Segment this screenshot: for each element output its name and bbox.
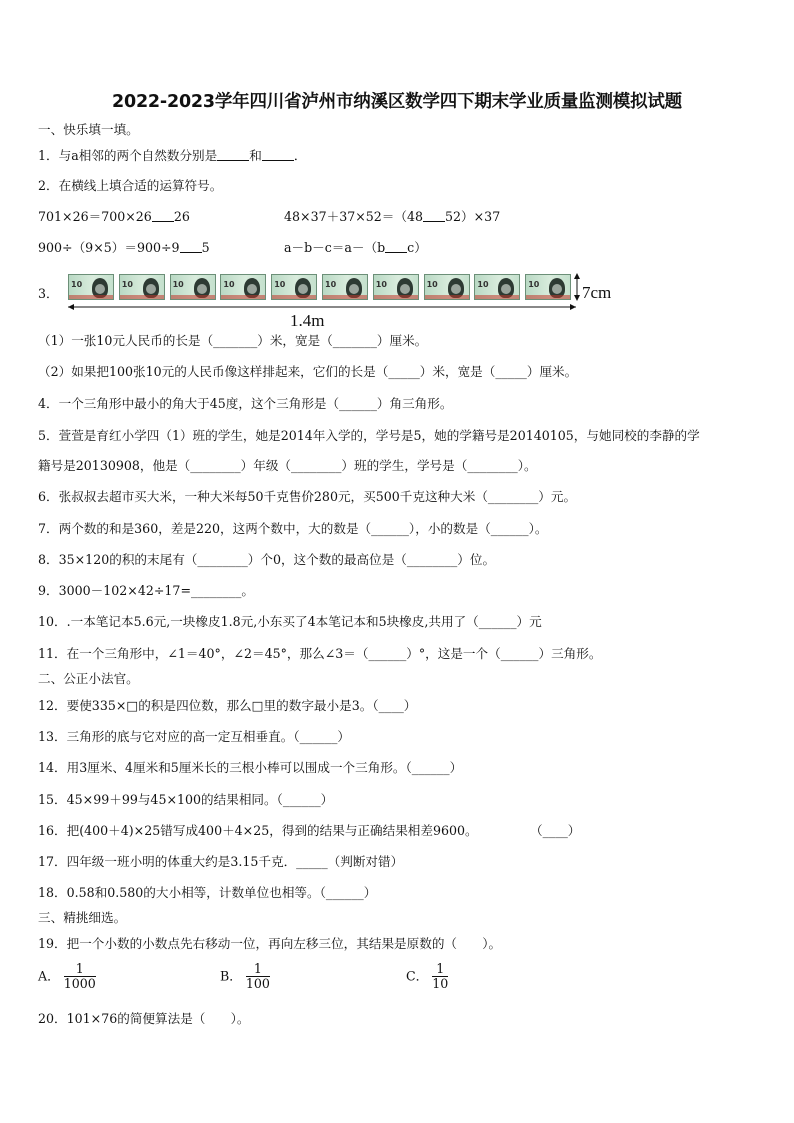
- banknote-value: 10: [325, 280, 337, 289]
- answer-blank[interactable]: [423, 209, 445, 222]
- option-label: A．: [38, 968, 60, 984]
- question-4: 4．一个三角形中最小的角大于45度，这个三角形是（______）角三角形。: [38, 396, 453, 411]
- question-16-answer: （____）: [530, 823, 581, 838]
- question-3-part-2: （2）如果把100张10元的人民币像这样排起来，它们的长是（_____）米，宽是（_____）厘米。: [38, 364, 578, 379]
- question-14: 14．用3厘米、4厘米和5厘米长的三根小棒可以围成一个三角形。（______）: [38, 760, 463, 775]
- banknote-value: 10: [71, 280, 83, 289]
- question-2-item-d: [284, 240, 427, 256]
- question-3-number: 3．: [38, 286, 59, 301]
- banknote-value: 10: [223, 280, 235, 289]
- question-16: 16．把(400＋4)×25错写成400＋4×25，得到的结果与正确结果相差9600。: [38, 823, 478, 838]
- question-15: 15．45×99＋99与45×100的结果相同。（______）: [38, 792, 334, 807]
- question-2: 2．在横线上填合适的运算符号。: [38, 178, 223, 193]
- banknote-value: 10: [528, 280, 540, 289]
- question-18: 18．0.58和0.580的大小相等，计数单位也相等。（______）: [38, 885, 377, 900]
- question-2-item-a: [38, 209, 190, 225]
- length-arrow-left: [68, 304, 74, 310]
- width-label: 7cm: [582, 283, 612, 302]
- question-1-text-c: ．: [293, 148, 307, 163]
- width-arrow-top: [574, 273, 580, 279]
- item-text: 900÷（9×5）＝900÷9: [38, 240, 180, 255]
- question-2-item-c: [38, 240, 210, 256]
- question-2-item-b: [284, 209, 500, 225]
- question-10: 10．.一本笔记本5.6元,一块橡皮1.8元,小东买了4本笔记本和5块橡皮,共用了（______）元: [38, 614, 542, 629]
- question-19-option-a[interactable]: [38, 962, 96, 991]
- question-1-text-b: 和: [249, 148, 262, 163]
- banknote-value: 10: [172, 280, 184, 289]
- question-11: 11．在一个三角形中，∠1＝40°，∠2＝45°，那么∠3＝（______）°，这是一个（______）三角形。: [38, 646, 602, 661]
- fraction-numerator: 1: [432, 962, 448, 977]
- question-9: 9．3000－102×42÷17=________。: [38, 583, 254, 598]
- question-17: 17．四年级一班小明的体重大约是3.15千克．_____（判断对错）: [38, 854, 404, 869]
- answer-blank[interactable]: [180, 240, 202, 253]
- question-3-part-1: （1）一张10元人民币的长是（_______）米，宽是（_______）厘米。: [38, 333, 428, 348]
- question-1: [38, 148, 306, 164]
- item-text: 52）×37: [445, 209, 501, 224]
- section-3-heading: 三、精挑细选。: [38, 910, 127, 925]
- page-title: 2022-2023学年四川省泸州市纳溪区数学四下期末学业质量监测模拟试题: [112, 92, 682, 112]
- item-text: 701×26＝700×26: [38, 209, 152, 224]
- item-text: 26: [173, 209, 190, 224]
- width-arrow-bottom: [574, 295, 580, 301]
- banknote-value: 10: [121, 280, 133, 289]
- question-5-line-1: 5．萱萱是育红小学四（1）班的学生，她是2014年入学的，学号是5，她的学籍号是20140105，与她同校的李静的学: [38, 428, 700, 443]
- section-2-heading: 二、公正小法官。: [38, 671, 139, 686]
- fraction-denominator: 100: [245, 976, 270, 991]
- item-text: 48×37＋37×52＝（48: [284, 209, 424, 224]
- question-12: 12．要使335×□的积是四位数，那么□里的数字最小是3。（____）: [38, 698, 417, 713]
- length-label: 1.4m: [290, 311, 325, 330]
- fraction-numerator: 1: [246, 962, 270, 977]
- answer-blank[interactable]: [385, 240, 407, 253]
- option-label: C．: [406, 968, 429, 984]
- question-19: 19．把一个小数的小数点先右移动一位，再向左移三位，其结果是原数的（ ）。: [38, 936, 502, 951]
- fraction: [64, 962, 96, 991]
- option-label: B．: [220, 968, 242, 984]
- fraction-denominator: 1000: [63, 976, 96, 991]
- answer-blank[interactable]: [152, 209, 174, 222]
- question-1-text-a: 1．与a相邻的两个自然数分别是: [38, 148, 218, 163]
- answer-blank[interactable]: [262, 148, 294, 161]
- question-6: 6．张叔叔去超市买大米，一种大米每50千克售价280元，买500千克这种大米（________）元。: [38, 489, 577, 504]
- fraction-numerator: 1: [64, 962, 96, 977]
- item-text: a－b－c＝a－（b: [284, 240, 386, 255]
- banknote-value: 10: [274, 280, 286, 289]
- question-8: 8．35×120的积的末尾有（________）个0，这个数的最高位是（________）位。: [38, 552, 496, 567]
- fraction-denominator: 10: [432, 976, 449, 991]
- banknote-value: 10: [477, 280, 489, 289]
- question-7: 7．两个数的和是360，差是220，这两个数中，大的数是（______），小的数是（______）。: [38, 521, 548, 536]
- fraction: [432, 962, 448, 991]
- question-5-line-2: 籍号是20130908，他是（________）年级（________）班的学生，学号是（________）。: [38, 458, 537, 473]
- banknote-value: 10: [426, 280, 438, 289]
- item-text: c）: [407, 240, 427, 255]
- question-19-option-b[interactable]: [220, 962, 270, 991]
- question-13: 13．三角形的底与它对应的高一定互相垂直。（______）: [38, 729, 350, 744]
- length-arrow-right: [570, 304, 576, 310]
- section-1-heading: 一、快乐填一填。: [38, 122, 139, 137]
- answer-blank[interactable]: [217, 148, 249, 161]
- banknote-value: 10: [375, 280, 387, 289]
- banknote-dimension-diagram: [60, 268, 660, 330]
- item-text: 5: [201, 240, 210, 255]
- question-20: 20．101×76的简便算法是（ ）。: [38, 1011, 250, 1026]
- question-19-option-c[interactable]: [406, 962, 448, 991]
- fraction: [246, 962, 270, 991]
